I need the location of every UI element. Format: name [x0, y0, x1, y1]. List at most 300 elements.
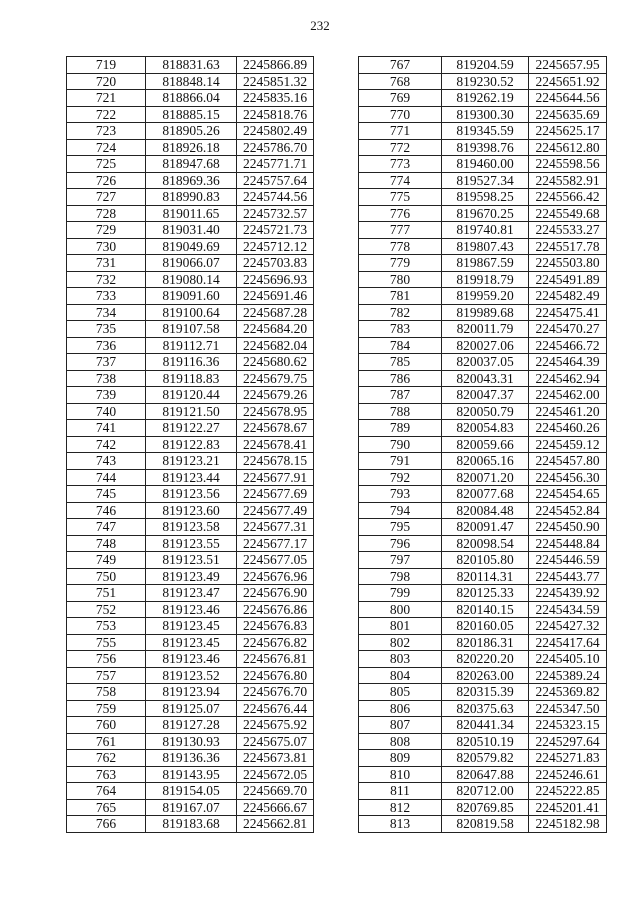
point-number-cell: 741: [67, 420, 146, 437]
y-coordinate-cell: 2245677.49: [237, 502, 314, 519]
table-row: [67, 667, 314, 684]
y-coordinate-cell: 2245657.95: [529, 57, 607, 74]
y-coordinate-cell: 2245678.95: [237, 403, 314, 420]
point-number-cell: 745: [67, 486, 146, 503]
point-number-cell: 795: [359, 519, 442, 536]
y-coordinate-cell: 2245517.78: [529, 238, 607, 255]
x-coordinate-cell: 819460.00: [442, 156, 529, 173]
table-row: [359, 717, 607, 734]
table-row: [67, 304, 314, 321]
point-number-cell: 784: [359, 337, 442, 354]
y-coordinate-cell: 2245771.71: [237, 156, 314, 173]
x-coordinate-cell: 819123.46: [146, 651, 237, 668]
x-coordinate-cell: 819011.65: [146, 205, 237, 222]
table-row: [67, 321, 314, 338]
x-coordinate-cell: 820125.33: [442, 585, 529, 602]
point-number-cell: 722: [67, 106, 146, 123]
x-coordinate-cell: 819120.44: [146, 387, 237, 404]
table-row: [359, 189, 607, 206]
x-coordinate-cell: 819123.51: [146, 552, 237, 569]
x-coordinate-cell: 820114.31: [442, 568, 529, 585]
x-coordinate-cell: 819154.05: [146, 783, 237, 800]
point-number-cell: 806: [359, 700, 442, 717]
x-coordinate-cell: 819230.52: [442, 73, 529, 90]
y-coordinate-cell: 2245721.73: [237, 222, 314, 239]
x-coordinate-cell: 820819.58: [442, 816, 529, 833]
table-row: [67, 420, 314, 437]
table-row: [359, 321, 607, 338]
table-row: [67, 189, 314, 206]
x-coordinate-cell: 818947.68: [146, 156, 237, 173]
table-row: [67, 651, 314, 668]
x-coordinate-cell: 819262.19: [442, 90, 529, 107]
point-number-cell: 742: [67, 436, 146, 453]
table-row: [359, 123, 607, 140]
y-coordinate-cell: 2245680.62: [237, 354, 314, 371]
x-coordinate-cell: 819123.44: [146, 469, 237, 486]
y-coordinate-cell: 2245732.57: [237, 205, 314, 222]
table-row: [67, 73, 314, 90]
table-row: [359, 370, 607, 387]
y-coordinate-cell: 2245802.49: [237, 123, 314, 140]
point-number-cell: 740: [67, 403, 146, 420]
point-number-cell: 723: [67, 123, 146, 140]
table-row: [359, 799, 607, 816]
table-row: [359, 57, 607, 74]
y-coordinate-cell: 2245757.64: [237, 172, 314, 189]
x-coordinate-cell: 818969.36: [146, 172, 237, 189]
point-number-cell: 788: [359, 403, 442, 420]
y-coordinate-cell: 2245598.56: [529, 156, 607, 173]
table-row: [359, 156, 607, 173]
x-coordinate-cell: 819123.55: [146, 535, 237, 552]
y-coordinate-cell: 2245182.98: [529, 816, 607, 833]
x-coordinate-cell: 819123.58: [146, 519, 237, 536]
table-row: [67, 370, 314, 387]
table-row: [359, 618, 607, 635]
table-row: [67, 57, 314, 74]
point-number-cell: 731: [67, 255, 146, 272]
x-coordinate-cell: 820065.16: [442, 453, 529, 470]
point-number-cell: 735: [67, 321, 146, 338]
table-row: [359, 205, 607, 222]
y-coordinate-cell: 2245679.26: [237, 387, 314, 404]
y-coordinate-cell: 2245297.64: [529, 733, 607, 750]
table-row: [67, 585, 314, 602]
point-number-cell: 758: [67, 684, 146, 701]
y-coordinate-cell: 2245482.49: [529, 288, 607, 305]
table-row: [359, 750, 607, 767]
point-number-cell: 752: [67, 601, 146, 618]
y-coordinate-cell: 2245673.81: [237, 750, 314, 767]
table-row: [359, 403, 607, 420]
table-row: [67, 601, 314, 618]
y-coordinate-cell: 2245676.90: [237, 585, 314, 602]
x-coordinate-cell: 820105.80: [442, 552, 529, 569]
x-coordinate-cell: 818885.15: [146, 106, 237, 123]
x-coordinate-cell: 818848.14: [146, 73, 237, 90]
x-coordinate-cell: 819807.43: [442, 238, 529, 255]
table-row: [359, 387, 607, 404]
y-coordinate-cell: 2245347.50: [529, 700, 607, 717]
coordinates-table-right: [358, 56, 607, 833]
point-number-cell: 761: [67, 733, 146, 750]
y-coordinate-cell: 2245682.04: [237, 337, 314, 354]
x-coordinate-cell: 819123.94: [146, 684, 237, 701]
table-row: [359, 73, 607, 90]
point-number-cell: 771: [359, 123, 442, 140]
y-coordinate-cell: 2245677.31: [237, 519, 314, 536]
point-number-cell: 777: [359, 222, 442, 239]
point-number-cell: 810: [359, 766, 442, 783]
y-coordinate-cell: 2245456.30: [529, 469, 607, 486]
x-coordinate-cell: 820054.83: [442, 420, 529, 437]
point-number-cell: 743: [67, 453, 146, 470]
y-coordinate-cell: 2245662.81: [237, 816, 314, 833]
x-coordinate-cell: 819204.59: [442, 57, 529, 74]
table-row: [67, 799, 314, 816]
x-coordinate-cell: 820375.63: [442, 700, 529, 717]
table-row: [67, 271, 314, 288]
point-number-cell: 762: [67, 750, 146, 767]
x-coordinate-cell: 820098.54: [442, 535, 529, 552]
x-coordinate-cell: 819136.36: [146, 750, 237, 767]
table-row: [67, 684, 314, 701]
table-row: [359, 271, 607, 288]
table-row: [67, 618, 314, 635]
y-coordinate-cell: 2245676.96: [237, 568, 314, 585]
table-row: [67, 238, 314, 255]
x-coordinate-cell: 819130.93: [146, 733, 237, 750]
x-coordinate-cell: 819080.14: [146, 271, 237, 288]
table-row: [67, 486, 314, 503]
table-row: [359, 601, 607, 618]
x-coordinate-cell: 820059.66: [442, 436, 529, 453]
point-number-cell: 769: [359, 90, 442, 107]
y-coordinate-cell: 2245405.10: [529, 651, 607, 668]
table-row: [67, 139, 314, 156]
table-row: [67, 816, 314, 833]
x-coordinate-cell: 820186.31: [442, 634, 529, 651]
y-coordinate-cell: 2245818.76: [237, 106, 314, 123]
y-coordinate-cell: 2245625.17: [529, 123, 607, 140]
table-row: [67, 733, 314, 750]
y-coordinate-cell: 2245651.92: [529, 73, 607, 90]
point-number-cell: 803: [359, 651, 442, 668]
point-number-cell: 778: [359, 238, 442, 255]
y-coordinate-cell: 2245389.24: [529, 667, 607, 684]
point-number-cell: 772: [359, 139, 442, 156]
point-number-cell: 786: [359, 370, 442, 387]
point-number-cell: 767: [359, 57, 442, 74]
y-coordinate-cell: 2245676.83: [237, 618, 314, 635]
x-coordinate-cell: 820050.79: [442, 403, 529, 420]
y-coordinate-cell: 2245677.91: [237, 469, 314, 486]
y-coordinate-cell: 2245443.77: [529, 568, 607, 585]
y-coordinate-cell: 2245851.32: [237, 73, 314, 90]
y-coordinate-cell: 2245678.41: [237, 436, 314, 453]
y-coordinate-cell: 2245677.69: [237, 486, 314, 503]
point-number-cell: 748: [67, 535, 146, 552]
table-row: [67, 255, 314, 272]
table-row: [67, 172, 314, 189]
x-coordinate-cell: 819183.68: [146, 816, 237, 833]
y-coordinate-cell: 2245549.68: [529, 205, 607, 222]
table-row: [359, 568, 607, 585]
y-coordinate-cell: 2245676.80: [237, 667, 314, 684]
y-coordinate-cell: 2245503.80: [529, 255, 607, 272]
y-coordinate-cell: 2245491.89: [529, 271, 607, 288]
point-number-cell: 785: [359, 354, 442, 371]
point-number-cell: 721: [67, 90, 146, 107]
y-coordinate-cell: 2245676.44: [237, 700, 314, 717]
y-coordinate-cell: 2245462.94: [529, 370, 607, 387]
y-coordinate-cell: 2245461.20: [529, 403, 607, 420]
point-number-cell: 727: [67, 189, 146, 206]
y-coordinate-cell: 2245454.65: [529, 486, 607, 503]
point-number-cell: 726: [67, 172, 146, 189]
table-row: [359, 816, 607, 833]
point-number-cell: 759: [67, 700, 146, 717]
y-coordinate-cell: 2245675.92: [237, 717, 314, 734]
point-number-cell: 796: [359, 535, 442, 552]
y-coordinate-cell: 2245703.83: [237, 255, 314, 272]
table-row: [67, 783, 314, 800]
table-row: [67, 222, 314, 239]
y-coordinate-cell: 2245323.15: [529, 717, 607, 734]
point-number-cell: 782: [359, 304, 442, 321]
table-row: [359, 354, 607, 371]
y-coordinate-cell: 2245434.59: [529, 601, 607, 618]
point-number-cell: 809: [359, 750, 442, 767]
x-coordinate-cell: 819143.95: [146, 766, 237, 783]
point-number-cell: 789: [359, 420, 442, 437]
point-number-cell: 779: [359, 255, 442, 272]
y-coordinate-cell: 2245466.72: [529, 337, 607, 354]
x-coordinate-cell: 818866.04: [146, 90, 237, 107]
x-coordinate-cell: 819300.30: [442, 106, 529, 123]
y-coordinate-cell: 2245669.70: [237, 783, 314, 800]
point-number-cell: 776: [359, 205, 442, 222]
table-row: [359, 139, 607, 156]
x-coordinate-cell: 820441.34: [442, 717, 529, 734]
point-number-cell: 774: [359, 172, 442, 189]
table-row: [359, 634, 607, 651]
y-coordinate-cell: 2245417.64: [529, 634, 607, 651]
y-coordinate-cell: 2245635.69: [529, 106, 607, 123]
table-row: [67, 123, 314, 140]
y-coordinate-cell: 2245696.93: [237, 271, 314, 288]
y-coordinate-cell: 2245450.90: [529, 519, 607, 536]
point-number-cell: 764: [67, 783, 146, 800]
x-coordinate-cell: 819100.64: [146, 304, 237, 321]
point-number-cell: 747: [67, 519, 146, 536]
point-number-cell: 766: [67, 816, 146, 833]
table-row: [67, 337, 314, 354]
point-number-cell: 794: [359, 502, 442, 519]
table-row: [359, 766, 607, 783]
point-number-cell: 813: [359, 816, 442, 833]
x-coordinate-cell: 820071.20: [442, 469, 529, 486]
y-coordinate-cell: 2245612.80: [529, 139, 607, 156]
point-number-cell: 751: [67, 585, 146, 602]
table-row: [359, 519, 607, 536]
y-coordinate-cell: 2245644.56: [529, 90, 607, 107]
x-coordinate-cell: 819598.25: [442, 189, 529, 206]
point-number-cell: 760: [67, 717, 146, 734]
point-number-cell: 791: [359, 453, 442, 470]
y-coordinate-cell: 2245678.15: [237, 453, 314, 470]
x-coordinate-cell: 820043.31: [442, 370, 529, 387]
x-coordinate-cell: 819122.83: [146, 436, 237, 453]
x-coordinate-cell: 820579.82: [442, 750, 529, 767]
x-coordinate-cell: 819121.50: [146, 403, 237, 420]
point-number-cell: 812: [359, 799, 442, 816]
x-coordinate-cell: 819670.25: [442, 205, 529, 222]
x-coordinate-cell: 819123.49: [146, 568, 237, 585]
page-number: 232: [310, 18, 330, 33]
x-coordinate-cell: 818990.83: [146, 189, 237, 206]
x-coordinate-cell: 819959.20: [442, 288, 529, 305]
point-number-cell: 756: [67, 651, 146, 668]
point-number-cell: 807: [359, 717, 442, 734]
point-number-cell: 808: [359, 733, 442, 750]
x-coordinate-cell: 819107.58: [146, 321, 237, 338]
table-row: [359, 436, 607, 453]
y-coordinate-cell: 2245676.70: [237, 684, 314, 701]
x-coordinate-cell: 819123.47: [146, 585, 237, 602]
table-row: [67, 519, 314, 536]
y-coordinate-cell: 2245222.85: [529, 783, 607, 800]
point-number-cell: 765: [67, 799, 146, 816]
y-coordinate-cell: 2245712.12: [237, 238, 314, 255]
x-coordinate-cell: 819918.79: [442, 271, 529, 288]
table-row: [67, 453, 314, 470]
y-coordinate-cell: 2245460.26: [529, 420, 607, 437]
x-coordinate-cell: 820712.00: [442, 783, 529, 800]
point-number-cell: 725: [67, 156, 146, 173]
table-row: [67, 502, 314, 519]
x-coordinate-cell: 820077.68: [442, 486, 529, 503]
table-row: [359, 106, 607, 123]
x-coordinate-cell: 819123.56: [146, 486, 237, 503]
y-coordinate-cell: 2245677.17: [237, 535, 314, 552]
table-row: [67, 106, 314, 123]
y-coordinate-cell: 2245201.41: [529, 799, 607, 816]
point-number-cell: 805: [359, 684, 442, 701]
point-number-cell: 768: [359, 73, 442, 90]
table-row: [359, 783, 607, 800]
point-number-cell: 746: [67, 502, 146, 519]
y-coordinate-cell: 2245866.89: [237, 57, 314, 74]
x-coordinate-cell: 819740.81: [442, 222, 529, 239]
y-coordinate-cell: 2245676.86: [237, 601, 314, 618]
point-number-cell: 775: [359, 189, 442, 206]
y-coordinate-cell: 2245446.59: [529, 552, 607, 569]
point-number-cell: 724: [67, 139, 146, 156]
x-coordinate-cell: 819123.45: [146, 618, 237, 635]
x-coordinate-cell: 820047.37: [442, 387, 529, 404]
point-number-cell: 736: [67, 337, 146, 354]
y-coordinate-cell: 2245672.05: [237, 766, 314, 783]
point-number-cell: 797: [359, 552, 442, 569]
point-number-cell: 792: [359, 469, 442, 486]
point-number-cell: 738: [67, 370, 146, 387]
table-row: [67, 205, 314, 222]
x-coordinate-cell: 819031.40: [146, 222, 237, 239]
x-coordinate-cell: 818905.26: [146, 123, 237, 140]
point-number-cell: 734: [67, 304, 146, 321]
table-row: [359, 552, 607, 569]
table-row: [67, 634, 314, 651]
point-number-cell: 753: [67, 618, 146, 635]
table-row: [67, 156, 314, 173]
y-coordinate-cell: 2245666.67: [237, 799, 314, 816]
table-row: [359, 684, 607, 701]
table-row: [67, 90, 314, 107]
x-coordinate-cell: 820315.39: [442, 684, 529, 701]
x-coordinate-cell: 819049.69: [146, 238, 237, 255]
point-number-cell: 749: [67, 552, 146, 569]
table-row: [67, 766, 314, 783]
point-number-cell: 790: [359, 436, 442, 453]
x-coordinate-cell: 819123.60: [146, 502, 237, 519]
table-row: [359, 535, 607, 552]
point-number-cell: 729: [67, 222, 146, 239]
x-coordinate-cell: 820037.05: [442, 354, 529, 371]
point-number-cell: 804: [359, 667, 442, 684]
table-row: [67, 750, 314, 767]
point-number-cell: 750: [67, 568, 146, 585]
table-row: [67, 469, 314, 486]
table-row: [359, 238, 607, 255]
point-number-cell: 730: [67, 238, 146, 255]
y-coordinate-cell: 2245448.84: [529, 535, 607, 552]
point-number-cell: 811: [359, 783, 442, 800]
table-row: [359, 502, 607, 519]
x-coordinate-cell: 819118.83: [146, 370, 237, 387]
table-row: [67, 354, 314, 371]
x-coordinate-cell: 819345.59: [442, 123, 529, 140]
table-row: [359, 304, 607, 321]
x-coordinate-cell: 820027.06: [442, 337, 529, 354]
table-row: [359, 172, 607, 189]
x-coordinate-cell: 820011.79: [442, 321, 529, 338]
point-number-cell: 739: [67, 387, 146, 404]
y-coordinate-cell: 2245470.27: [529, 321, 607, 338]
y-coordinate-cell: 2245533.27: [529, 222, 607, 239]
table-row: [67, 568, 314, 585]
y-coordinate-cell: 2245679.75: [237, 370, 314, 387]
point-number-cell: 728: [67, 205, 146, 222]
table-row: [359, 420, 607, 437]
point-number-cell: 770: [359, 106, 442, 123]
x-coordinate-cell: 819122.27: [146, 420, 237, 437]
x-coordinate-cell: 819167.07: [146, 799, 237, 816]
y-coordinate-cell: 2245786.70: [237, 139, 314, 156]
point-number-cell: 787: [359, 387, 442, 404]
point-number-cell: 773: [359, 156, 442, 173]
x-coordinate-cell: 819125.07: [146, 700, 237, 717]
table-row: [67, 288, 314, 305]
y-coordinate-cell: 2245582.91: [529, 172, 607, 189]
table-row: [359, 486, 607, 503]
table-row: [359, 288, 607, 305]
point-number-cell: 780: [359, 271, 442, 288]
point-number-cell: 763: [67, 766, 146, 783]
table-row: [67, 387, 314, 404]
x-coordinate-cell: 820091.47: [442, 519, 529, 536]
